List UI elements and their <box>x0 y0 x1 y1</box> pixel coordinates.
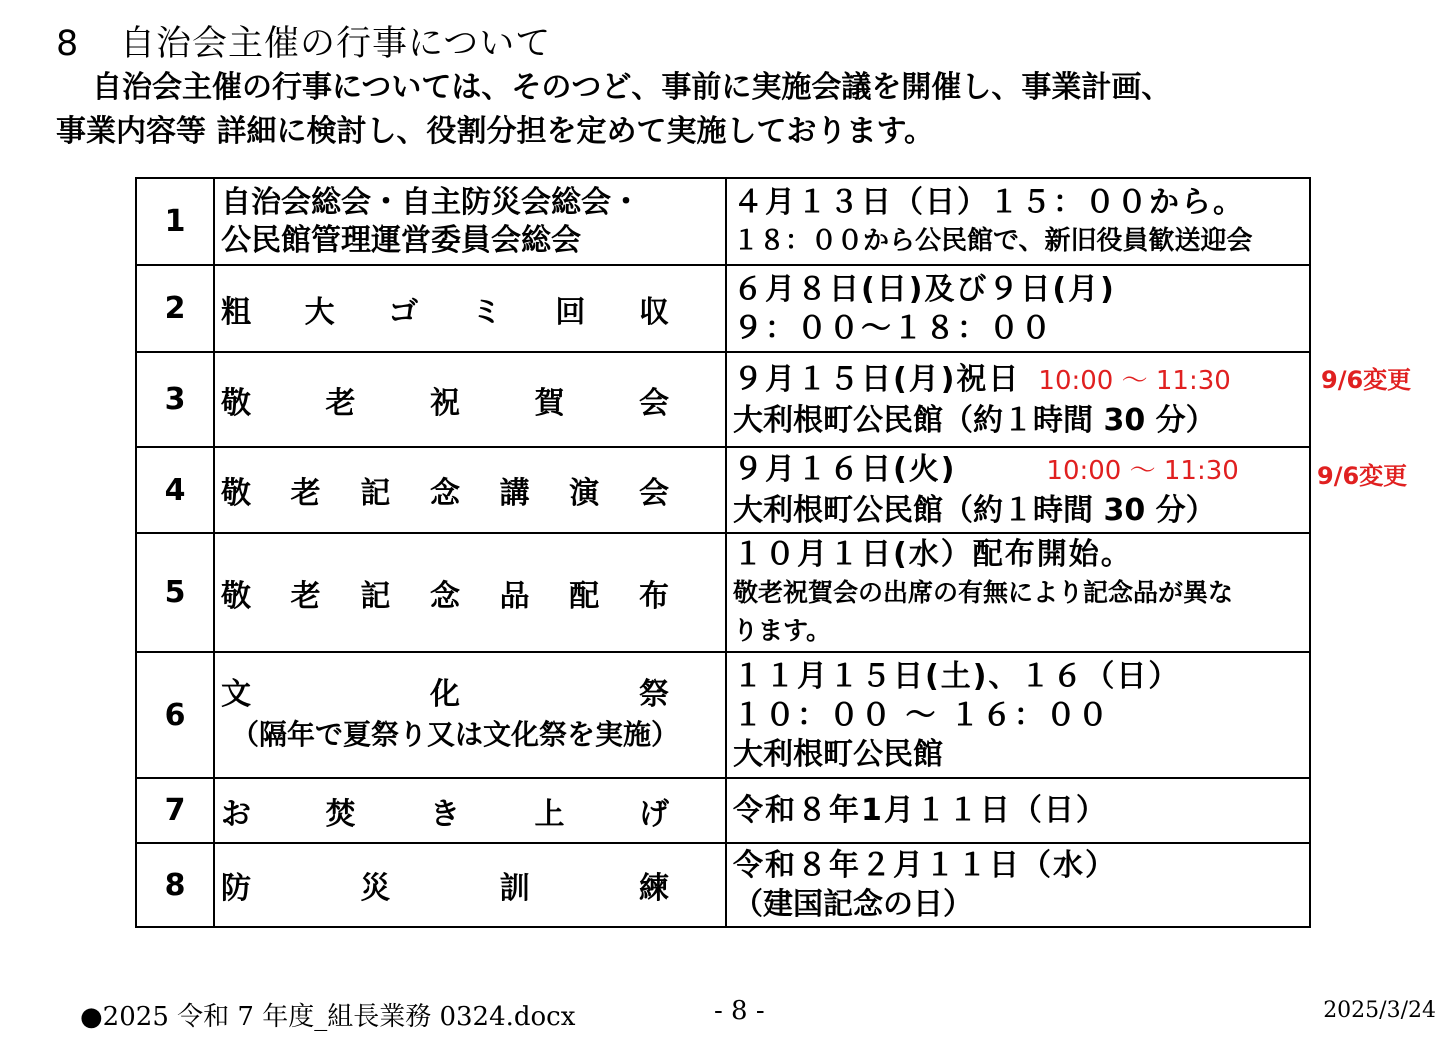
event-time: 10:00 〜 11:30 <box>1046 456 1239 486</box>
name-char: げ <box>639 796 669 832</box>
row-number: 4 <box>136 447 214 533</box>
date-line: ９：００～１８：００ <box>733 310 1053 346</box>
name-char: き <box>430 796 460 832</box>
name-char: 老 <box>290 578 321 614</box>
footer-filename: ●2025 令和 7 年度_組長業務 0324.docx <box>80 1002 576 1032</box>
events-table <box>135 177 1311 928</box>
name-char: 記 <box>360 578 391 614</box>
event-name <box>214 843 726 927</box>
name-char: 敬 <box>221 578 251 614</box>
name-char: 敬 <box>221 385 251 421</box>
name-char: ミ <box>471 294 502 330</box>
date-line: 敬老祝賀会の出席の有無により記念品が異な <box>733 578 1234 607</box>
change-note: 9/6変更 <box>1317 462 1408 490</box>
table-row <box>136 352 1310 447</box>
section-heading <box>56 16 551 66</box>
date-line: １８：００から公民館で、新旧役員歓送迎会 <box>733 225 1253 256</box>
date-line: 大利根町公民館 <box>733 736 943 772</box>
name-char: 収 <box>638 294 669 330</box>
section-number: 8 <box>56 24 80 64</box>
date-line: １０月１日(水）配布開始。 <box>733 537 1133 572</box>
event-name <box>214 652 726 778</box>
name-char: 布 <box>638 578 669 614</box>
date-line <box>733 360 1303 401</box>
name-char: 文 <box>221 677 251 712</box>
date-line: 令和８年1月１１日（日） <box>733 793 1108 828</box>
name-char: 回 <box>555 294 586 330</box>
date-line: ります。 <box>733 616 832 645</box>
table-row <box>136 843 1310 927</box>
name-char: 演 <box>569 476 600 511</box>
name-char: 賀 <box>534 385 565 421</box>
table-row <box>136 447 1310 533</box>
name-char: 防 <box>221 871 251 906</box>
name-char: 練 <box>638 871 669 906</box>
event-date <box>726 178 1310 265</box>
event-name <box>214 265 726 352</box>
event-time: 10:00 〜 11:30 <box>1038 365 1231 396</box>
name-char: 上 <box>534 796 565 832</box>
event-date <box>726 533 1310 652</box>
name-char: 化 <box>430 677 460 712</box>
event-date <box>726 652 1310 778</box>
name-char: 念 <box>429 578 460 614</box>
date-text: ９月１６日(火) <box>733 452 957 487</box>
row-number: 5 <box>136 533 214 652</box>
name-char: お <box>221 796 251 832</box>
date-line: （建国記念の日） <box>733 887 973 922</box>
event-name <box>214 447 726 533</box>
name-char: 敬 <box>221 476 251 511</box>
date-text: ９月１５日(月)祝日 <box>733 361 1021 397</box>
table-row <box>136 778 1310 843</box>
date-line <box>733 450 1303 491</box>
row-number: 3 <box>136 352 214 447</box>
name-char: ゴ <box>388 294 419 330</box>
table-row <box>136 533 1310 652</box>
table-row <box>136 652 1310 778</box>
name-char: 祝 <box>430 385 460 421</box>
name-char: 災 <box>360 871 391 906</box>
table-row <box>136 178 1310 265</box>
name-char: 老 <box>290 476 321 511</box>
name-char: 大 <box>304 294 335 330</box>
event-name <box>214 778 726 843</box>
event-name <box>214 352 726 447</box>
name-char: 念 <box>429 476 460 511</box>
date-line: 大利根町公民館（約１時間 30 分） <box>733 493 1216 528</box>
footer-date: 2025/3/24 <box>1323 998 1436 1023</box>
event-name <box>214 178 726 265</box>
event-name-line: 公民館管理運営委員会総会 <box>221 222 581 258</box>
name-char: 粗 <box>221 294 251 330</box>
name-char: 講 <box>499 476 530 511</box>
event-name <box>214 533 726 652</box>
intro-line-1: 自治会主催の行事については、そのつど、事前に実施会議を開催し、事業計画、 <box>92 70 1172 105</box>
row-number: 1 <box>136 178 214 265</box>
date-line: 大利根町公民館（約１時間 30 分） <box>733 402 1216 438</box>
event-date <box>726 265 1310 352</box>
change-note: 9/6変更 <box>1321 366 1412 394</box>
date-line: １０：００ ～ １６：００ <box>733 697 1110 733</box>
event-date <box>726 778 1310 843</box>
footer-page-number: - 8 - <box>714 996 765 1026</box>
name-char: 記 <box>360 476 391 511</box>
intro-paragraph <box>56 66 1316 154</box>
name-char: 祭 <box>639 677 669 712</box>
row-number: 2 <box>136 265 214 352</box>
date-line: 令和８年２月１１日（水） <box>733 848 1117 883</box>
name-char: 会 <box>638 476 669 511</box>
name-char: 会 <box>639 385 669 421</box>
intro-line-2: 事業内容等 詳細に検討し、役割分担を定めて実施しております。 <box>56 114 935 149</box>
row-number: 8 <box>136 843 214 927</box>
name-char: 老 <box>325 385 356 421</box>
name-char: 品 <box>499 578 530 614</box>
date-line: ６月８日(日)及び９日(月) <box>733 271 1116 307</box>
date-line: ４月１３日（日）１５：００から。 <box>733 184 1245 220</box>
row-number: 7 <box>136 778 214 843</box>
event-date <box>726 843 1310 927</box>
event-date <box>726 352 1310 447</box>
event-date <box>726 447 1310 533</box>
name-char: 配 <box>569 578 600 614</box>
name-char: 訓 <box>499 871 530 906</box>
event-name-note: （隔年で夏祭り又は文化祭を実施） <box>231 718 680 751</box>
name-char: 焚 <box>325 796 356 832</box>
event-name-line: 自治会総会・自主防災会総会・ <box>221 184 641 220</box>
table-row <box>136 265 1310 352</box>
date-line: １１月１５日(土)、１６（日） <box>733 658 1181 694</box>
row-number: 6 <box>136 652 214 778</box>
section-title: 自治会主催の行事について <box>120 24 552 64</box>
